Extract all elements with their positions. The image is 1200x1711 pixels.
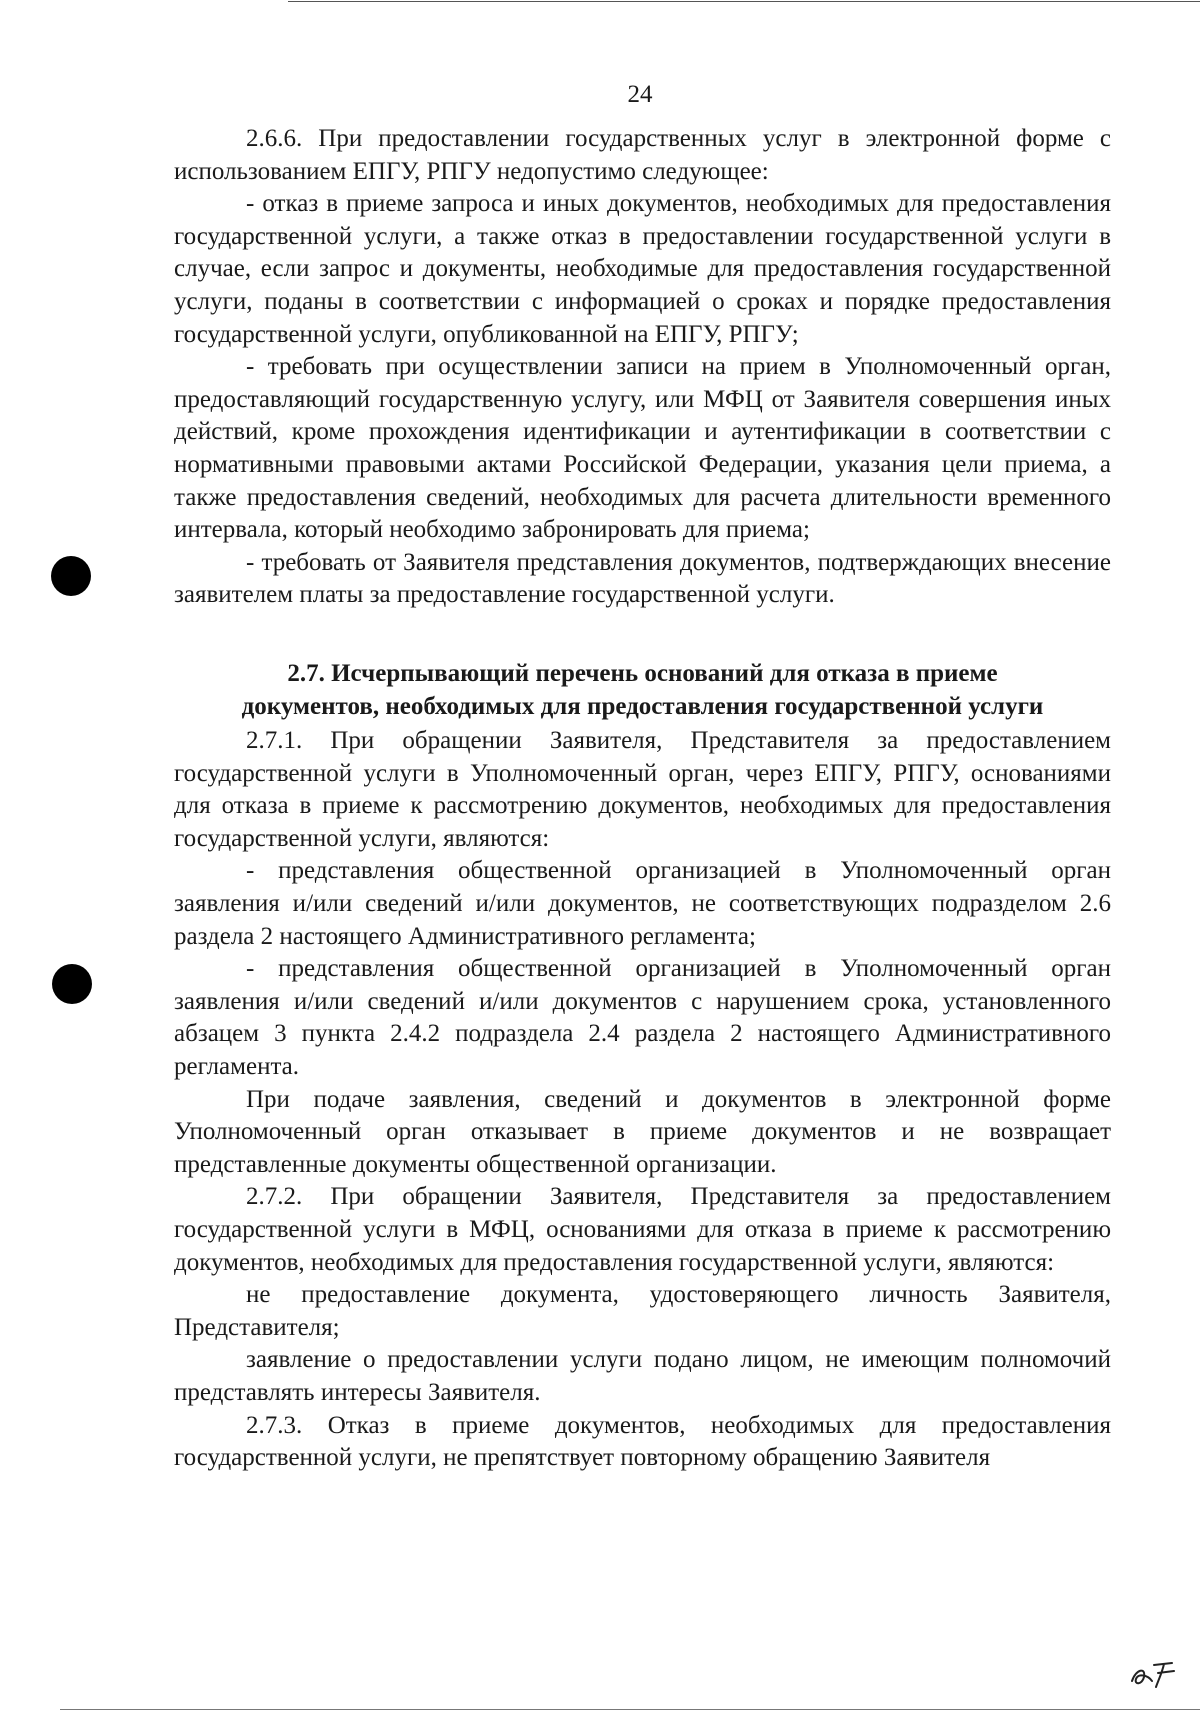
section-heading-line-2: документов, необходимых для предоставления государственной услуги [241,692,1044,720]
list-item-nonconforming: - представления общественной организацией в Уполномоченный орган заявления и/или сведений и/или документов, не соответствующих подразделом 2.6 раздела 2 настоящего Административного регламента; [174,857,1111,950]
paragraph-2-6-6: 2.6.6. При предоставлении государственных услуг в электронной форме с использованием ЕПГУ, РПГУ недопустимо следующее: [174,125,1111,185]
list-item-authority: заявление о предоставлении услуги подано лицом, не имеющим полномочий представлять интересы Заявителя. [174,1346,1111,1406]
paragraph-electronic-form: При подаче заявления, сведений и документов в электронной форме Уполномоченный орган отказывает в приеме документов и не возвращает представленные документы общественной организации. [174,1085,1111,1178]
list-item-refusal: - отказ в приеме запроса и иных документов, необходимых для предоставления государственной услуги, а также отказ в предоставлении государственной услуги в случае, если запрос и документы, необходимые для предоставления государственной услуги, поданы в соответствии с информацией о сроках и порядке предоставления государственной услуги, опубликованной на ЕПГУ, РПГУ; [174,190,1111,348]
paragraph-2-7-3: 2.7.3. Отказ в приеме документов, необходимых для предоставления государственной услуги, не препятствует повторному обращению Заявителя [174,1411,1111,1472]
list-item-deadline: - представления общественной организацией в Уполномоченный орган заявления и/или сведений и/или документов с нарушением срока, установленного абзацем 3 пункта 2.4.2 подраздела 2.4 раздела 2 настоящего Административного регламента. [174,955,1111,1081]
section-heading-line-1: 2.7. Исчерпывающий перечень оснований для отказа в приеме [287,659,998,687]
section-heading-2-7 [174,658,1111,723]
scan-edge-bottom [60,1709,1200,1710]
page-number: 24 [627,81,653,108]
handwritten-page-mark [1128,1655,1184,1689]
punch-hole-upper [51,556,91,596]
paragraph-2-7-1: 2.7.1. При обращении Заявителя, Представителя за предоставлением государственной услуги в Уполномоченный орган, через ЕПГУ, РПГУ, основаниями для отказа в приеме к рассмотрению документов, необходимых для предоставления государственной услуги, являются: [174,727,1111,852]
list-item-appointment: - требовать при осуществлении записи на прием в Уполномоченный орган, предоставляющий государственную услугу, или МФЦ от Заявителя совершения иных действий, кроме прохождения идентификации и аутентификации в соответствии с нормативными правовыми актами Российской Федерации, указания цели приема, а также предоставления сведений, необходимых для расчета длительности временного интервала, который необходимо забронировать для приема; [174,353,1111,544]
list-item-payment: - требовать от Заявителя представления документов, подтверждающих внесение заявителем платы за предоставление государственной услуги. [174,548,1111,609]
punch-hole-lower [52,964,92,1004]
list-item-identity: не предоставление документа, удостоверяющего личность Заявителя, Представителя; [174,1281,1111,1341]
paragraph-2-7-2: 2.7.2. При обращении Заявителя, Представителя за предоставлением государственной услуги в МФЦ, основаниями для отказа в приеме к рассмотрению документов, необходимых для предоставления государственной услуги, являются: [174,1183,1111,1276]
document-body [174,123,1111,1475]
scan-edge-top [288,1,1200,2]
